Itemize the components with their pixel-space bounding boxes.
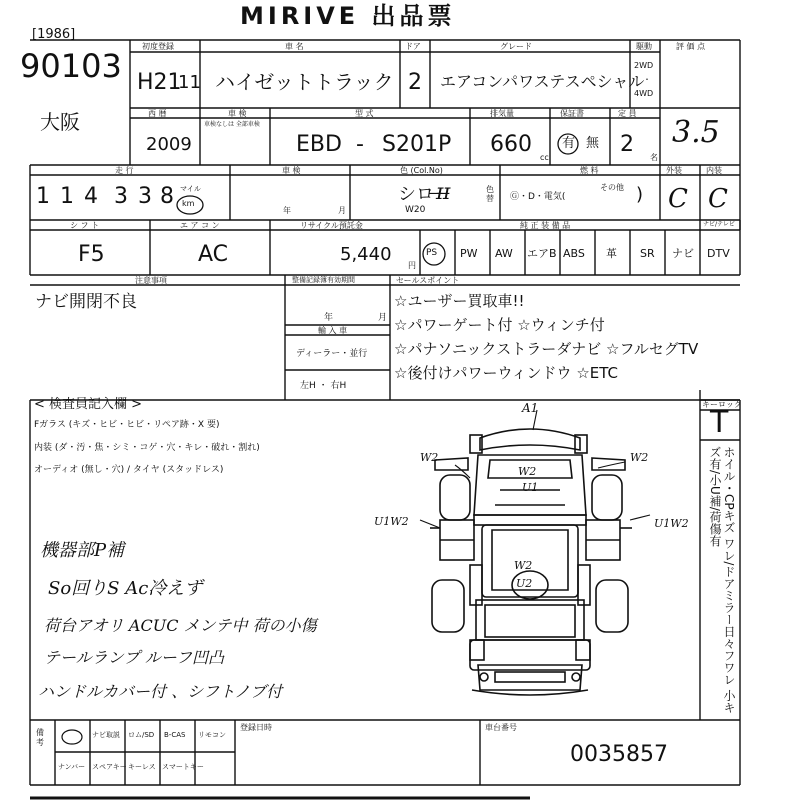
label-drive: 駆動 [636,42,652,51]
hand-note-4: テールランプ ルーフ凹凸 [44,648,224,667]
hand-note-2: So回りS Ac冷えず [48,578,203,599]
mileage-digit-2: 1 [60,184,74,209]
footer-rom: ロム/SD [128,731,155,739]
interior-grade: C [708,184,728,214]
import-steering: 左H ・ 右H [300,381,347,391]
label-model: 型 式 [355,109,374,118]
inspection-note: 車検なしは 全部車検 [204,121,260,128]
footer-remote: リモコン [198,731,226,739]
color-name: シロ [398,184,434,205]
label-maintenance-record: 整備記録簿有効期間 [292,276,355,284]
drive-dot: ・ [643,75,651,84]
label-eval: 評 価 点 [676,42,706,51]
label-import: 輸 入 車 [318,326,348,335]
label-color: 色 (Col.No) [400,166,443,175]
equip-airbag: エアB [527,247,557,260]
label-sales-points: セールスポイント [396,276,460,285]
mileage-unit-km: km [182,199,195,208]
label-doors: ドア [405,42,421,51]
notice-text: ナビ開閉不良 [35,292,137,312]
label-grade: グレード [500,42,532,51]
mileage-digit-4: 3 [114,184,128,209]
hand-note-3: 荷台アオリ ACUC メンテ中 荷の小傷 [44,616,317,635]
label-inspection: 車 検 [228,109,247,118]
side-note: ホイル・CPキズ ワレ/ドアミラー日々フワレ 小キズ有/小U補/荷傷有 [708,446,736,714]
footer-navi-option: ナビ取説 [92,731,120,739]
label-footer-notes: 備考 [36,728,44,747]
capacity-value: 2 [620,132,634,157]
label-mileage: 走 行 [115,166,134,175]
label-aircon: エ ア コ ン [180,221,220,230]
damage-hood-1: W2 [518,465,537,478]
hand-note-5: ハンドルカバー付 、シフトノブ付 [38,682,283,701]
inspection-year-label: 年 [283,206,291,215]
footer-number: ナンバー [58,763,86,771]
grade-value: エアコンパワステスペシャル [440,72,645,91]
equip-pw: PW [460,247,478,260]
first-reg-era: H21 [137,70,182,95]
label-capacity: 定 員 [618,109,637,118]
mileage-unit-mile: マイル [180,185,201,193]
damage-fl: W2 [420,451,439,464]
hand-note-1: 機器部P補 [40,540,125,561]
sales-point-3: ☆パナソニックストラーダナビ ☆フルセグTV [394,340,699,358]
warranty-no: 無 [586,136,600,151]
label-warranty: 保証書 [560,109,584,118]
damage-hood-2: U1 [522,481,539,494]
label-keylock: キーロック [702,400,742,409]
label-interior: 内装 [706,166,722,175]
inspection-title: < 検査員記入欄 > [34,397,143,412]
maintenance-month: 月 [378,313,388,323]
recycle-fee: 5,440 [340,244,392,265]
aircon-value: AC [198,242,229,267]
damage-left: U1W2 [374,515,409,528]
exterior-grade: C [668,184,688,214]
color-change-label: 色替 [486,185,494,203]
keylock-mark: T [710,405,729,440]
equip-sr: SR [640,247,655,260]
capacity-unit: 名 [650,153,658,162]
label-displacement: 排気量 [490,109,514,118]
inspection-audio: オーディオ (無し・穴) / タイヤ (スタッドレス) [34,465,224,475]
label-car-name: 車 名 [285,42,304,51]
label-exterior: 外装 [666,166,682,175]
equip-aw: AW [495,247,513,260]
inspection-windshield: Fガラス (キズ・ヒビ・ヒビ・リペア跡・X 要) [34,420,220,430]
damage-front: A1 [522,401,539,415]
equip-ps: PS [426,248,438,258]
equip-dtv: DTV [707,247,730,260]
label-inspection-r3: 車 検 [282,166,301,175]
chassis-number: 0035857 [570,742,668,767]
warranty-yes: 有 [562,136,576,151]
displacement-value: 660 [490,132,532,157]
fuel-other-label: その他 [600,183,624,192]
inspection-interior: 内装 (ダ・汚・焦・シミ・コゲ・穴・キレ・破れ・割れ) [34,443,260,453]
mileage-digit-5: 3 [138,184,152,209]
damage-fr: W2 [630,451,649,464]
drive-4wd: 4WD [634,89,654,98]
footer-bcas: B-CAS [164,731,186,739]
footer-spare: スペアキー [92,763,127,771]
first-reg-month: 11 [178,72,201,93]
year-value: 2009 [146,134,192,155]
label-first-reg: 初度登録 [142,42,174,51]
model-prefix: EBD [296,132,342,157]
color-code: W20 [405,205,426,215]
label-fuel: 燃 料 [580,166,599,175]
recycle-unit: 円 [408,261,416,270]
mileage-digit-1: 1 [36,184,50,209]
model-dash: - [356,132,364,157]
import-dealer: ディーラー・並行 [296,349,368,359]
inspection-month-label: 月 [338,206,346,215]
label-navi-tv: ナビ/テレビ [703,221,735,228]
damage-right: U1W2 [654,517,689,530]
label-reg-date: 登録日時 [240,723,272,732]
damage-bed-1: W2 [514,559,533,572]
fuel-close-paren: ) [636,184,644,205]
fuel-options: Ⓖ・D・電気( [510,192,566,202]
displacement-unit: cc [540,153,549,162]
damage-bed-2: U2 [516,577,533,590]
label-equipment: 純 正 装 備 品 [520,221,571,230]
drive-2wd: 2WD [634,61,654,70]
footer-smartkey: スマートキー [162,763,204,771]
shift-value: F5 [78,242,105,267]
equip-navi: ナビ [672,247,694,260]
year-code: [1986] [32,27,76,42]
sales-point-1: ☆ユーザー買取車!! [394,292,525,310]
label-notice: 注意事項 [135,276,167,285]
maintenance-year: 年 [324,313,334,323]
venue: 大阪 [40,110,80,134]
label-shift: シ フ ト [70,221,100,230]
equip-abs: ABS [563,247,585,260]
footer-keyless: キーレス [128,763,156,771]
label-chassis: 車台番号 [485,723,517,732]
equip-leather: 革 [606,247,617,260]
model-code: S201P [382,132,452,157]
lot-number: 90103 [20,47,122,85]
doors-value: 2 [408,70,422,95]
mileage-digit-6: 8 [160,184,174,209]
label-western-year: 西 暦 [148,109,167,118]
sales-point-2: ☆パワーゲート付 ☆ウィンチ付 [394,316,605,334]
form-title: MIRIVE 出品票 [240,2,456,30]
mileage-digit-3: 4 [84,184,98,209]
color-mark: ɪ̶ɪ̶ [436,180,451,205]
sales-point-4: ☆後付けパワーウィンドウ ☆ETC [394,364,618,382]
car-name: ハイゼットトラック [215,70,394,94]
label-recycle: リサイクル預託金 [300,221,363,230]
eval-score: 3.5 [672,115,720,150]
